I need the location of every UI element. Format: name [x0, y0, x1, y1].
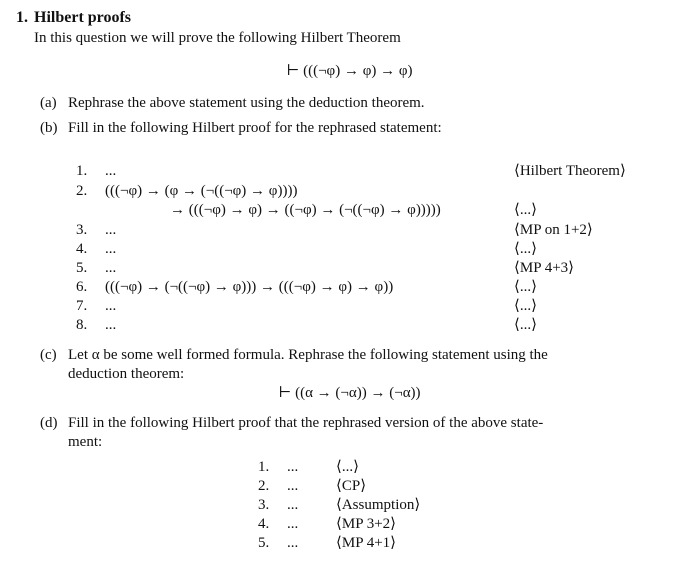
proof-d-row-formula: ...: [287, 535, 299, 551]
part-d-text-line1: Fill in the following Hilbert proof that the rephrased version of the above state-: [68, 415, 544, 431]
part-c-label: (c): [40, 347, 57, 363]
proof-d-row-formula: ...: [287, 497, 299, 513]
part-d-text-line2: ment:: [68, 434, 103, 450]
proof-b-row-num: 2.: [76, 183, 88, 199]
proof-d-row-num: 1.: [258, 459, 270, 475]
hilbert-theorem-statement: ⊢ (((¬φ) → φ) → φ): [286, 63, 413, 79]
proof-b-row-reason: ⟨...⟩: [514, 279, 537, 295]
proof-b-row-formula: ...: [105, 260, 117, 276]
proof-d-row-formula: ...: [287, 459, 299, 475]
proof-b-row-reason: ⟨Hilbert Theorem⟩: [514, 163, 626, 179]
proof-d-row-reason: ⟨...⟩: [336, 459, 359, 475]
proof-b-row-num: 7.: [76, 298, 88, 314]
proof-b-row-formula: (((¬φ) → (¬((¬φ) → φ))) → (((¬φ) → φ) → φ)): [105, 279, 394, 295]
proof-b-row-num: 5.: [76, 260, 88, 276]
proof-b-row-reason: ⟨...⟩: [514, 317, 537, 333]
proof-b-row-reason: ⟨...⟩: [514, 202, 537, 218]
proof-b-row-num: 1.: [76, 163, 88, 179]
proof-d-row-reason: ⟨MP 3+2⟩: [336, 516, 397, 532]
part-c-text-line1: Let α be some well formed formula. Rephrase the following statement using the: [68, 347, 548, 363]
part-a-text: Rephrase the above statement using the deduction theorem.: [68, 95, 425, 111]
part-c-statement: ⊢ ((α → (¬α)) → (¬α)): [278, 385, 421, 401]
proof-b-row-formula: (((¬φ) → (φ → (¬((¬φ) → φ)))): [105, 183, 298, 199]
proof-d-row-reason: ⟨Assumption⟩: [336, 497, 421, 513]
proof-b-row-reason: ⟨MP 4+3⟩: [514, 260, 575, 276]
proof-d-row-formula: ...: [287, 516, 299, 532]
proof-b-row-reason: ⟨...⟩: [514, 241, 537, 257]
proof-d-row-reason: ⟨MP 4+1⟩: [336, 535, 397, 551]
proof-b-row-formula: ...: [105, 317, 117, 333]
part-a-label: (a): [40, 95, 57, 111]
proof-b-row-num: 4.: [76, 241, 88, 257]
proof-b-row-num: 3.: [76, 222, 88, 238]
question-number: 1.: [16, 9, 28, 26]
proof-b-row-formula: ...: [105, 241, 117, 257]
proof-d-row-num: 5.: [258, 535, 270, 551]
question-title: Hilbert proofs: [34, 9, 132, 26]
proof-b-row-num: 8.: [76, 317, 88, 333]
part-d-label: (d): [40, 415, 58, 431]
proof-d-row-num: 4.: [258, 516, 270, 532]
proof-b-row-formula-continued: → (((¬φ) → φ) → ((¬φ) → (¬((¬φ) → φ))))): [170, 202, 441, 218]
proof-d-row-num: 3.: [258, 497, 270, 513]
part-c-text-line2: deduction theorem:: [68, 366, 185, 382]
proof-b-row-formula: ...: [105, 298, 117, 314]
proof-b-row-num: 6.: [76, 279, 88, 295]
proof-d-row-reason: ⟨CP⟩: [336, 478, 367, 494]
proof-b-row-formula: ...: [105, 222, 117, 238]
question-intro: In this question we will prove the following Hilbert Theorem: [34, 30, 401, 46]
proof-b-row-formula: ...: [105, 163, 117, 179]
proof-d-row-num: 2.: [258, 478, 270, 494]
part-b-text: Fill in the following Hilbert proof for the rephrased statement:: [68, 120, 442, 136]
part-b-label: (b): [40, 120, 58, 136]
proof-b-row-reason: ⟨...⟩: [514, 298, 537, 314]
proof-d-row-formula: ...: [287, 478, 299, 494]
proof-b-row-reason: ⟨MP on 1+2⟩: [514, 222, 593, 238]
